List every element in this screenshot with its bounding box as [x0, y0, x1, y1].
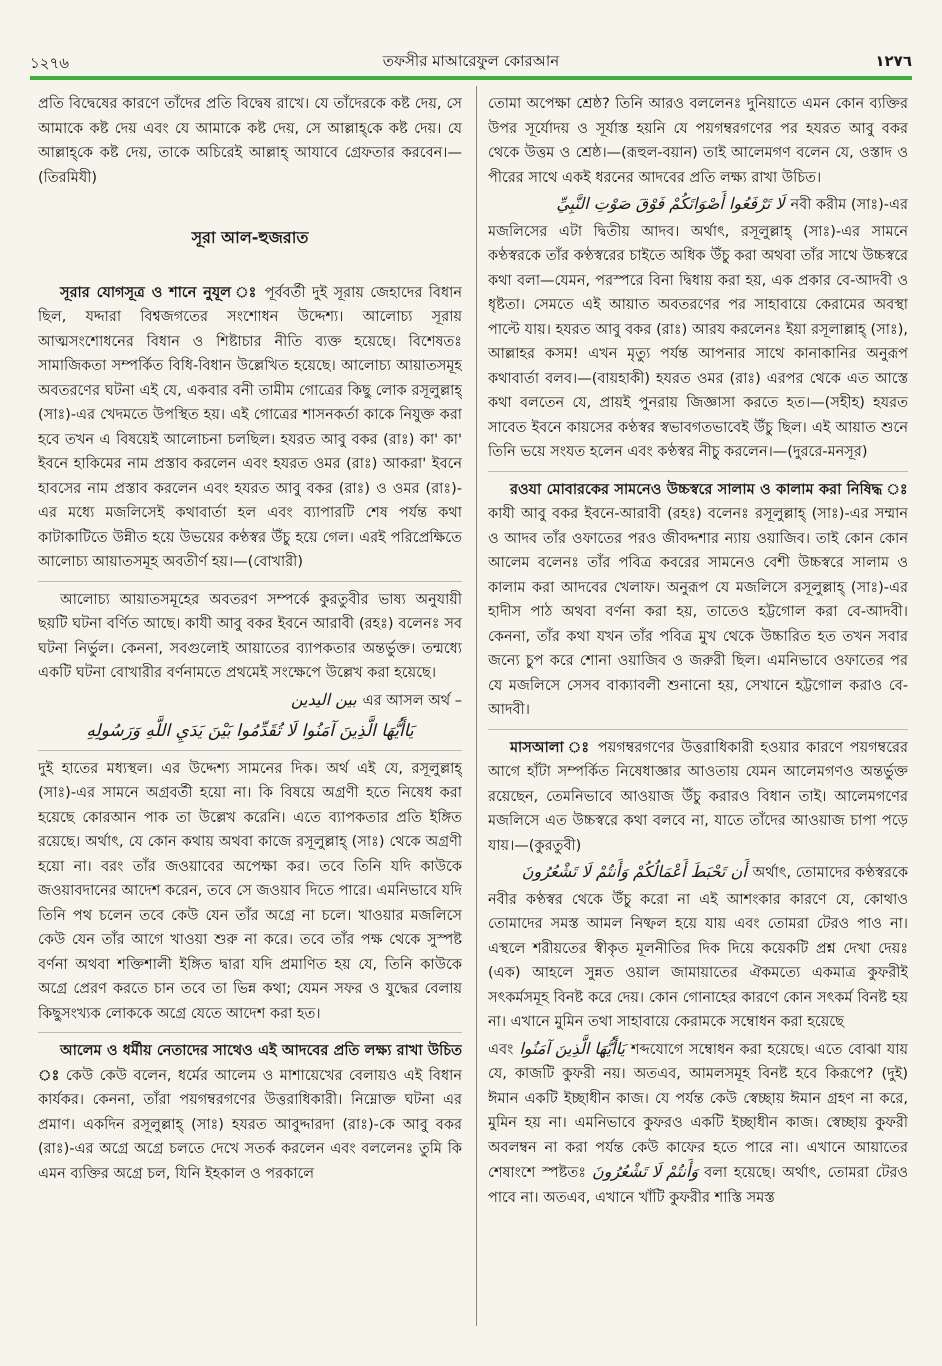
paragraph [488, 736, 908, 859]
separator [488, 471, 908, 472]
paragraph: দুই হাতের মধ্যস্থল। এর উদ্দেশ্য সামনের দিক। অর্থ এই যে, রসূলুল্লাহ্‌ (সাঃ)-এর সামনে অগ্রবর্তী হয়ো না। কি বিষয়ে অগ্রণী হতে নিষেধ করা হয়েছে কোরআন পাক তা উল্লেখ করেনি। এতে ব্যাপকতার প্রতি ইঙ্গিত রয়েছে। অর্থাৎ, যে কোন কথায় অথবা কাজে রসূলুল্লাহ্‌ (সাঃ) থেকে অগ্রণী হয়ো না। বরং তাঁর জওয়াবের অপেক্ষা কর। তবে তিনি যদি কাউকে জওয়াবদানের আদেশ করেন, তবে সে জওয়াব দিতে পারে। এমনিভাবে যদি তিনি পথ চলেন তবে কেউ যেন তাঁর অগ্রে না চলে। খাওয়ার মজলিসে কেউ যেন তাঁর আগে খাওয়া শুরু না করে। তবে তাঁর পক্ষ থেকে সুস্পষ্ট বর্ণনা অথবা শক্তিশালী ইঙ্গিত দ্বারা যদি প্রমাণিত হয় যে, তিনি কাউকে অগ্রে প্রেরণ করতে চান তবে তা ভিন্ন কথা; যেমন সফর ও যুদ্ধের বেলায় কিছুসংখ্যক লোককে অগ্রে যেতে আদেশ করা হত। [38, 760, 462, 1022]
paragraph-text: এবং [488, 1041, 514, 1058]
arabic-phrase: بين اليدين [290, 689, 357, 709]
paragraph [38, 688, 462, 714]
separator [38, 581, 462, 582]
arabic-phrase: يَاأَيُّهَا الَّذِينَ آمَنُوا [519, 1038, 625, 1058]
paragraph: নবীর কণ্ঠস্বর থেকে উঁচু করো না এই আশংকার কারণে যে, কোথাও তোমাদের সমস্ত আমল নিষ্ফল হয়ে যায় এবং তোমরা টেরও পাও না। এস্থলে শরীয়তের স্বীকৃত মূলনীতির দিক দিয়ে কয়েকটি প্রশ্ন দেখা দেয়ঃ (এক) আহলে সুন্নত ওয়াল জামায়াতের ঐকমত্যে একমাত্র কুফরীই সৎকর্মসমূহ বিনষ্ট করে দেয়। কোন গোনাহের কারণে কোন সৎকর্ম বিনষ্ট হয় না। এখানে মুমিন তথা সাহাবায়ে কেরামকে সম্বোধন করা হয়েছে [488, 891, 908, 1030]
paragraph [38, 281, 462, 575]
arabic-verse: يَاأَيُّهَا الَّذِينَ آمَنُوا لَا تُقَدِّمُوا بَيْنَ يَدَيِ اللَّهِ وَرَسُولِهِ [86, 721, 414, 741]
arabic-phrase: وَأَنتُمْ لَا تَشْعُرُونَ [591, 1162, 699, 1181]
paragraph: আলোচ্য আয়াতসমূহের অবতরণ সম্পর্কে কুরতুবীর ভাষ্য অনুযায়ী ছয়টি ঘটনা বর্ণিত আছে। কাযী আবু বকর ইবনে আরাবী (রহঃ) বলেনঃ সব ঘটনা নির্ভুল। কেননা, সবগুলোই আয়াতের ব্যাপকতার অন্তর্ভুক্ত। তন্মধ্যে একটি ঘটনা বোখারীর বর্ণনামতে প্রথমেই সংক্ষেপে উল্লেখ করা হয়েছে। [38, 591, 462, 681]
paragraph: মজলিসের এটা দ্বিতীয় আদব। অর্থাৎ, রসূলুল্লাহ্‌ (সাঃ)-এর সামনে কণ্ঠস্বরকে তাঁর কণ্ঠস্বরের চাইতে অধিক উঁচু করা অথবা তাঁর সাথে উচ্চস্বরে কথা বলা—যেমন, পরস্পরে বিনা দ্বিধায় করা হয়, এক প্রকার বে-আদবী ও ধৃষ্টতা। সেমতে এই আয়াত অবতরণের পর সাহাবায়ে কেরামের অবস্থা পাল্টে যায়। হযরত আবু বকর (রাঃ) আরয করলেনঃ ইয়া রসূলাল্লাহ্‌ (সাঃ), আল্লাহর কসম! এখন মৃত্যু পর্যন্ত আপনার সাথে কানাকানির অনুরূপ কথাবার্তা বলব।—(বায়হাকী) হযরত ওমর (রাঃ) এরপর থেকে এত আস্তে কথা বলতেন যে, প্রায়ই পুনরায় জিজ্ঞাসা করতে হত।—(সহীহ) হযরত সাবেত ইবনে কায়সের কণ্ঠস্বর স্বভাবগতভাবেই উঁচু ছিল। এই আয়াত শুনে তিনি ভয়ে সংযত হলেন এবং কণ্ঠস্বর নীচু করলেন।—(দুররে-মনসূর) [488, 223, 908, 460]
column-divider [476, 86, 477, 1326]
paragraph-text: শব্দযোগে সম্বোধন করা হয়েছে। এতে বোঝা যায় যে, কাজটি কুফরী নয়। অতএব, আমলসমূহ বিনষ্ট হবে কিরূপে? (দুই) ঈমান একটি ইচ্ছাধীন কাজ। যে পর্যন্ত কেউ স্বেচ্ছায় ঈমান গ্রহণ না করে, মুমিন হয় না। এমনিভাবে কুফরও একটি ইচ্ছাধীন কাজ। স্বেচ্ছায় কুফরী অবলম্বন না করা পর্যন্ত কেউ কাফের হতে পারে না। এখানে আয়াতের শেষাংশে স্পষ্টতঃ [488, 1041, 908, 1181]
left-column [38, 92, 462, 1326]
separator [38, 1032, 462, 1033]
book-title: তফসীর মাআরেফুল কোরআন [382, 52, 560, 70]
section-title: সূরার যোগসূত্র ও শানে নুযূল ঃ [60, 284, 259, 301]
header-rule [30, 76, 912, 80]
separator [38, 750, 462, 751]
paragraph-text: পয়গম্বরগণের উত্তরাধিকারী হওয়ার কারণে পয়গম্বরের আগে হাঁটা সম্পর্কিত নিষেধাজ্ঞার আওতায় যেমন আলেমগণও অন্তর্ভুক্ত রয়েছেন, তেমনিভাবে আওয়াজ উঁচু করারও বিধান তাই। আলেমগণের মজলিসে এত উচ্চস্বরে কথা বলবে না, যাতে তাঁদের আওয়াজ চাপা পড়ে যায়।—(কুরতুবী) [488, 739, 908, 854]
paragraph-text: কাযী আবু বকর ইবনে-আরাবী (রহঃ) বলেনঃ রসূলুল্লাহ্‌ (সাঃ)-এর সম্মান ও আদব তাঁর ওফাতের পরও জীবদ্দশার ন্যায় ওয়াজিব। তাই কোন কোন আলেম বলেনঃ তাঁর পবিত্র কবরের সামনেও বেশী উচ্চস্বরে সালাম ও কালাম করা আদবের খেলাফ। অনুরূপ যে মজলিসে রসূলুল্লাহ্‌ (সাঃ)-এর হাদীস পাঠ অথবা বর্ণনা করা হয়, তাতেও হট্টগোল করা বে-আদবী। কেননা, তাঁর কথা যখন তাঁর পবিত্র মুখ থেকে উচ্চারিত হত তখন সবার জন্যে চুপ করে শোনা ওয়াজিব ও জরুরী ছিল। এমনিভাবে ওফাতের পর যে মজলিসে সেসব বাক্যাবলী শুনানো হয়, সেখানে হট্টগোল করাও বে-আদবী। [488, 506, 908, 718]
paragraph [488, 1037, 908, 1211]
surah-heading: সূরা আল-হুজরাত [191, 228, 309, 247]
page-header [30, 48, 912, 76]
paragraph [38, 1039, 462, 1186]
separator [488, 729, 908, 730]
paragraph [488, 860, 908, 886]
paragraph-text: কেউ কেউ বলেন, ধর্মের আলেম ও মাশায়েখের বেলায়ও এই বিধান কার্যকর। কেননা, তাঁরা পয়গম্বরগণের উত্তরাধিকারী। নিম্নোক্ত ঘটনা এর প্রমাণ। একদিন রসূলুল্লাহ্‌ (সাঃ) হযরত আবুদ্দারদা (রাঃ)-কে আবু বকর (রাঃ)-এর অগ্রে অগ্রে চলতে দেখে সতর্ক করলেন এবং বললেনঃ তুমি কি এমন ব্যক্তির অগ্রে চল, যিনি ইহকাল ও পরকালে [38, 1067, 462, 1182]
paragraph: তোমা অপেক্ষা শ্রেষ্ঠ? তিনি আরও বললেনঃ দুনিয়াতে এমন কোন ব্যক্তির উপর সূর্যোদয় ও সূর্যাস্ত হয়নি যে পয়গম্বরগণের পর হযরত আবু বকর থেকে উত্তম ও শ্রেষ্ঠ।—(রূহুল-বয়ান) তাই আলেমগণ বলেন যে, ওস্তাদ ও পীরের সাথে একই ধরনের আদবের প্রতি লক্ষ্য রাখা উচিত। [488, 96, 908, 186]
paragraph-text: এর আসল অর্থ – [362, 692, 462, 709]
paragraph-text: নবী করীম (সাঃ)-এর [790, 197, 908, 213]
right-column [488, 92, 908, 1326]
arabic-phrase: لَا تَرْفَعُوا أَصْوَاتَكُمْ فَوْقَ صَوْتِ النَّبِيِّ [556, 194, 785, 213]
paragraph-text: পূর্ববর্তী দুই সূরায় জেহাদের বিধান ছিল, যদ্দারা বিশ্বজগতের সংশোধন উদ্দেশ্য। আলোচ্য সূরায় আত্মসংশোধনের বিধান ও শিষ্টাচার নীতি ব্যক্ত হয়েছে। বিশেষতঃ সামাজিকতা সম্পর্কিত বিধি-বিধান উল্লেখিত হয়েছে। আলোচ্য আয়াতসমূহ অবতরণের ঘটনা এই যে, একবার বনী তামীম গোত্রের কিছু লোক রসূলুল্লাহ্‌ (সাঃ)-এর খেদমতে উপস্থিত হয়। এই গোত্রের শাসনকর্তা কাকে নিযুক্ত করা হবে তখন এ বিষয়েই আলোচনা চলছিল। হযরত আবু বকর (রাঃ) কা' কা' ইবনে হাকিমের নাম প্রস্তাব করলেন এবং হযরত ওমর (রাঃ) আকরা' ইবনে হাবসের নাম প্রস্তাব করলেন এবং হযরত আবু বকর (রাঃ) ও ওমর (রাঃ)-এর মধ্যে মজলিসেই কথাবার্তা হল এবং ব্যাপারটি শেষ পর্যন্ত কথা কাটাকাটিতে উন্নীত হয়ে উভয়ের কণ্ঠস্বর উঁচু হয়ে গেল। এরই পরিপ্রেক্ষিতে আলোচ্য আয়াতসমূহ অবতীর্ণ হয়।—(বোখারী) [38, 284, 462, 570]
paragraph [488, 192, 908, 218]
paragraph: প্রতি বিদ্বেষের কারণে তাঁদের প্রতি বিদ্বেষ রাখে। যে তাঁদেরকে কষ্ট দেয়, সে আমাকে কষ্ট দেয় এবং যে আমাকে কষ্ট দেয়, সে আল্লাহ্‌কে কষ্ট দেয়। যে আল্লাহ্‌কে কষ্ট দেয়, তাকে অচিরেই আল্লাহ্‌ আযাবে গ্রেফতার করবেন।—(তিরমিযী) [38, 96, 462, 186]
section-title: আলেম ও ধর্মীয় নেতাদের সাথেও এই আদবের প্রতি লক্ষ্য রাখা উচিত ঃ [38, 1043, 462, 1084]
section-title: মাসআলা ঃ [510, 739, 592, 756]
section-title: রওযা মোবারকের সামনেও উচ্চস্বরে সালাম ও কালাম করা নিষিদ্ধ ঃ [510, 481, 908, 498]
paragraph-text: বলা হয়েছে। অর্থাৎ, তোমরা টেরও পাবে না। অতএব, এখানে খাঁটি কুফরীর শাস্তি সমস্ত [488, 1165, 908, 1206]
paragraph-text: অর্থাৎ, তোমাদের কণ্ঠস্বরকে [752, 865, 908, 881]
paragraph [488, 478, 908, 723]
page-number-arabic: ۱۲۷٦ [875, 52, 912, 70]
page-number-bengali: ১২৭৬ [30, 54, 69, 72]
arabic-phrase: أَن تَحْبَطَ أَعْمَالُكُمْ وَأَنتُمْ لَا تَشْعُرُونَ [521, 862, 747, 881]
